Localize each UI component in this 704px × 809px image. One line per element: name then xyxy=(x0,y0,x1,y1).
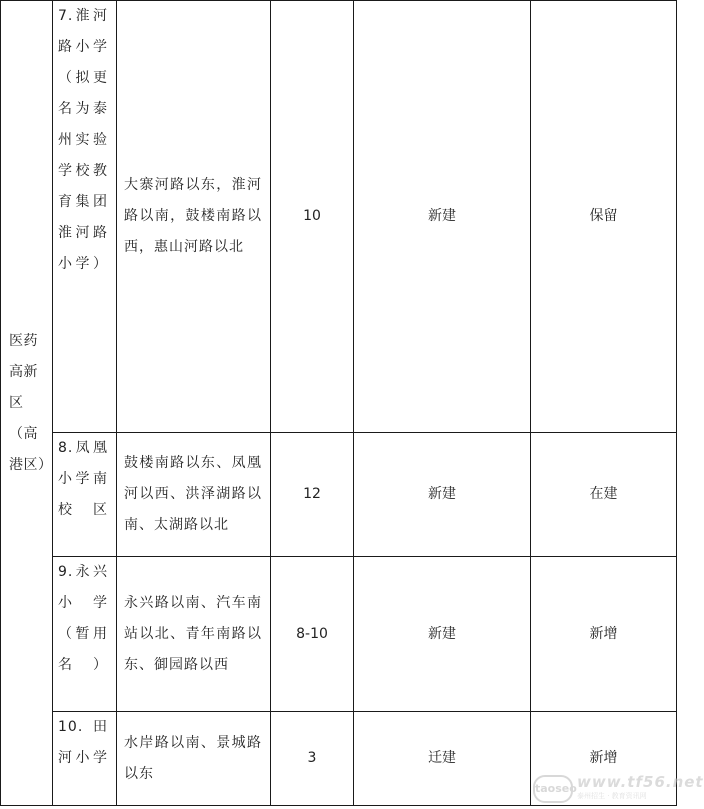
class-count: 12 xyxy=(303,486,321,502)
plan-status: 在建 xyxy=(589,486,618,502)
watermark-subtitle: 泰州招生 · 教育资讯网 xyxy=(577,792,647,800)
school-name-cell xyxy=(53,1,117,433)
school-name-cell xyxy=(53,433,117,557)
build-type: 迁建 xyxy=(428,750,456,766)
table-row xyxy=(1,557,677,712)
classes-cell xyxy=(271,433,354,557)
watermark-logo: taoseo xyxy=(533,775,573,803)
site-watermark xyxy=(533,771,704,805)
district-cell xyxy=(1,1,53,806)
status-cell xyxy=(531,433,677,557)
build-type-cell xyxy=(354,1,531,433)
location-cell xyxy=(117,1,271,433)
school-name: 8.凤凰小学南校区 xyxy=(58,440,108,518)
table-row xyxy=(1,1,677,433)
school-name: 10. 田河小学 xyxy=(58,719,108,766)
classes-cell xyxy=(271,712,354,806)
classes-cell xyxy=(271,1,354,433)
school-name-cell xyxy=(53,557,117,712)
build-type: 新建 xyxy=(428,486,456,502)
location-cell xyxy=(117,433,271,557)
plan-status: 新增 xyxy=(589,625,618,642)
status-cell xyxy=(531,557,677,712)
school-location: 水岸路以南、景城路以东 xyxy=(124,734,262,782)
watermark-site: www.tf56.net xyxy=(577,773,704,791)
build-type: 新建 xyxy=(428,208,456,224)
classes-cell xyxy=(271,557,354,712)
location-cell xyxy=(117,712,271,806)
plan-status: 新增 xyxy=(589,750,618,766)
class-count: 10 xyxy=(303,208,321,224)
school-name: 9.永兴小学（暂用名） xyxy=(58,564,108,673)
school-location: 永兴路以南、汽车南站以北、青年南路以东、御园路以西 xyxy=(124,594,262,673)
school-location: 鼓楼南路以东、凤凰河以西、洪泽湖路以南、太湖路以北 xyxy=(124,455,262,533)
location-cell xyxy=(117,557,271,712)
school-name: 7.淮河路小学（拟更名为泰州实验学校教育集团淮河路小学） xyxy=(58,8,108,272)
class-count: 3 xyxy=(307,750,317,766)
district-name: 医药高新区（高港区） xyxy=(9,332,53,473)
build-type-cell xyxy=(354,712,531,806)
school-location: 大寨河路以东，淮河路以南，鼓楼南路以西，惠山河路以北 xyxy=(124,177,262,255)
plan-status: 保留 xyxy=(589,208,618,224)
build-type-cell xyxy=(354,433,531,557)
status-cell xyxy=(531,1,677,433)
build-type: 新建 xyxy=(428,625,456,642)
school-name-cell xyxy=(53,712,117,806)
class-count: 8-10 xyxy=(296,625,328,642)
table-row xyxy=(1,433,677,557)
build-type-cell xyxy=(354,557,531,712)
